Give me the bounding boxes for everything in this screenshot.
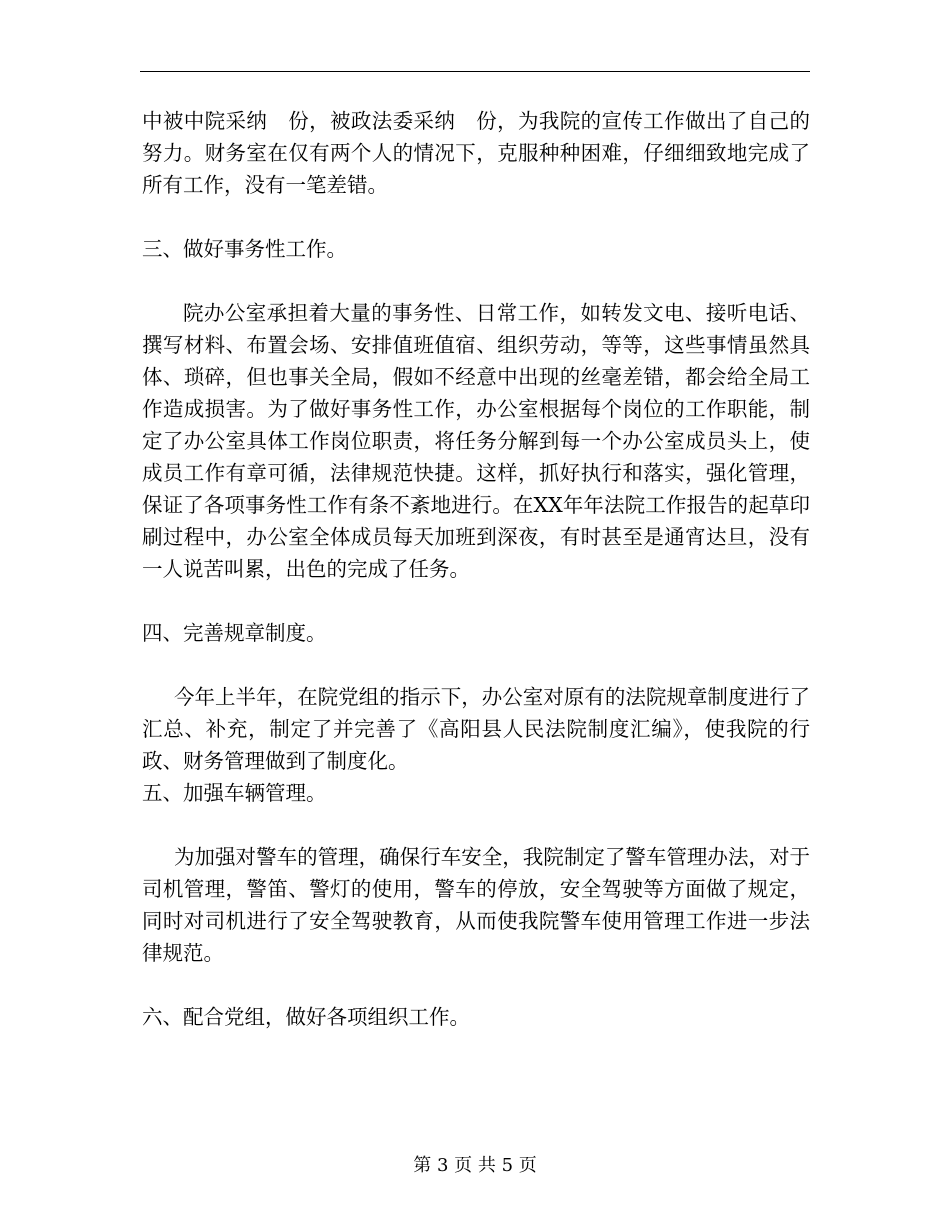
section-heading-3: 三、做好事务性工作。 (142, 237, 347, 261)
section-heading-5: 五、加强车辆管理。 (142, 781, 327, 805)
document-body (142, 105, 810, 1033)
paragraph-regulations: 今年上半年，在院党组的指示下，办公室对原有的法院规章制度进行了汇总、补充，制定了并完善了《高阳县人民法院制度汇编》，使我院的行政、财务管理做到了制度化。 (142, 685, 810, 773)
section-heading-6: 六、配合党组，做好各项组织工作。 (142, 1005, 470, 1029)
paragraph-vehicle-management: 为加强对警车的管理，确保行车安全，我院制定了警车管理办法，对于司机管理，警笛、警灯的使用，警车的停放，安全驾驶等方面做了规定，同时对司机进行了安全驾驶教育，从而使我院警车使用管理工作进一步法律规范。 (142, 845, 810, 965)
section-heading-4: 四、完善规章制度。 (142, 621, 327, 645)
paragraph-finance: 中被中院采纳 份，被政法委采纳 份，为我院的宣传工作做出了自己的努力。财务室在仅有两个人的情况下，克服种种困难，仔细细致地完成了所有工作，没有一笔差错。 (142, 109, 810, 197)
header-rule (140, 71, 810, 72)
page-number: 第 3 页 共 5 页 (413, 1155, 537, 1176)
paragraph-routine-work: 院办公室承担着大量的事务性、日常工作，如转发文电、接听电话、撰写材料、布置会场、安排值班值宿、组织劳动，等等，这些事情虽然具体、琐碎，但也事关全局，假如不经意中出现的丝毫差错，都会给全局工作造成损害。为了做好事务性工作，办公室根据每个岗位的工作职能，制定了办公室具体工作岗位职责，将任务分解到每一个办公室成员头上，使成员工作有章可循，法律规范快捷。这样，抓好执行和落实，强化管理，保证了各项事务性工作有条不紊地进行。在XX年年法院工作报告的起草印刷过程中，办公室全体成员每天加班到深夜，有时甚至是通宵达旦，没有一人说苦叫累，出色的完成了任务。 (142, 301, 810, 581)
